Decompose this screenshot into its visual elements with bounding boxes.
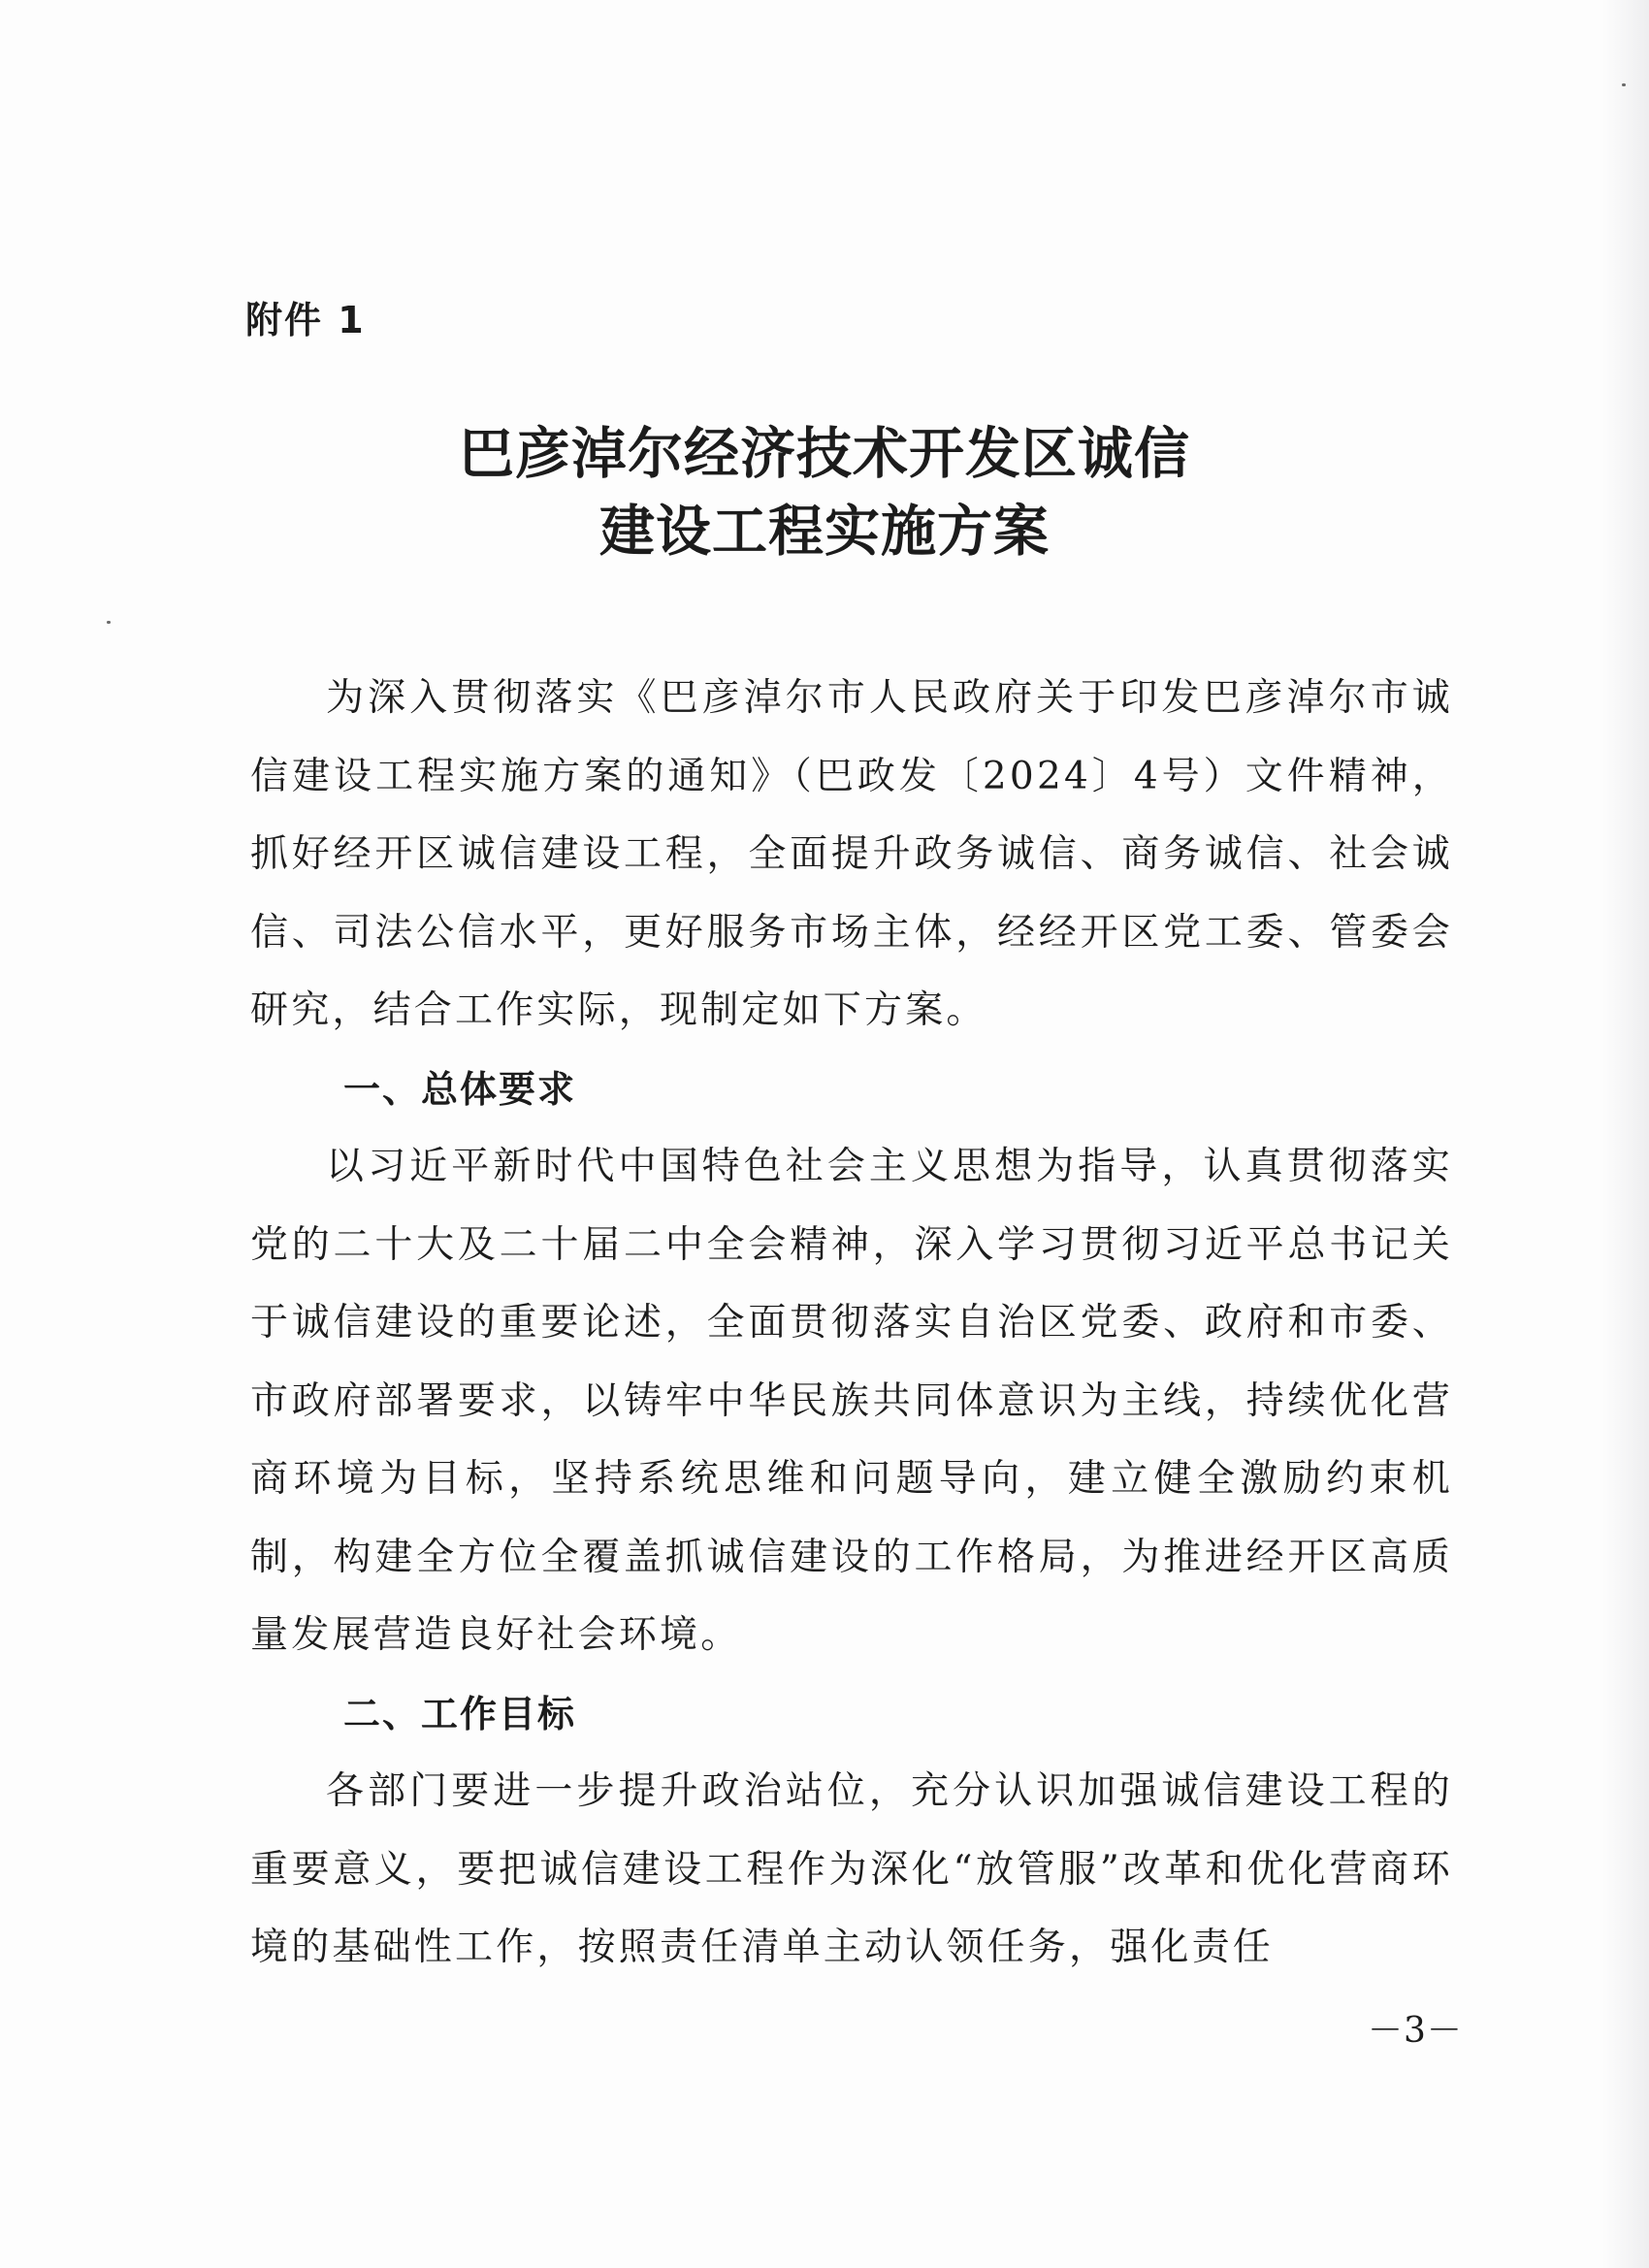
document-body xyxy=(250,660,1453,1988)
title-line-2: 建设工程实施方案 xyxy=(599,499,1050,564)
document-title xyxy=(0,415,1649,570)
intro-paragraph: 为深入贯彻落实《巴彦淖尔市人民政府关于印发巴彦淖尔市诚信建设工程实施方案的通知》（巴政发〔2024〕4号）文件精神，抓好经开区诚信建设工程，全面提升政务诚信、商务诚信、社会诚信、司法公信水平，更好服务市场主体，经经开区党工委、管委会研究，结合工作实际，现制定如下方案。 xyxy=(250,676,1453,1032)
page-number: －3－ xyxy=(1368,2011,1463,2051)
scan-speck xyxy=(1622,83,1626,86)
title-line-1: 巴彦淖尔经济技术开发区诚信 xyxy=(459,421,1190,486)
section-heading-1: 一、总体要求 xyxy=(343,1067,577,1111)
section-1-paragraph: 以习近平新时代中国特色社会主义思想为指导，认真贯彻落实党的二十大及二十届二中全会精神，深入学习贯彻习近平总书记关于诚信建设的重要论述，全面贯彻落实自治区党委、政府和市委、市政府部署要求，以铸牢中华民族共同体意识为主线，持续优化营商环境为目标，坚持系统思维和问题导向，建立健全激励约束机制，构建全方位全覆盖抓诚信建设的工作格局，为推进经开区高质量发展营造良好社会环境。 xyxy=(250,1145,1453,1657)
scan-speck xyxy=(107,621,111,624)
attachment-label: 附件 1 xyxy=(245,299,366,341)
section-heading-2: 二、工作目标 xyxy=(343,1692,577,1735)
page-edge-shadow xyxy=(1602,0,1649,2268)
section-2-paragraph: 各部门要进一步提升政治站位，充分认识加强诚信建设工程的重要意义，要把诚信建设工程作为深化“放管服”改革和优化营商环境的基础性工作，按照责任清单主动认领任务，强化责任 xyxy=(250,1769,1453,1969)
